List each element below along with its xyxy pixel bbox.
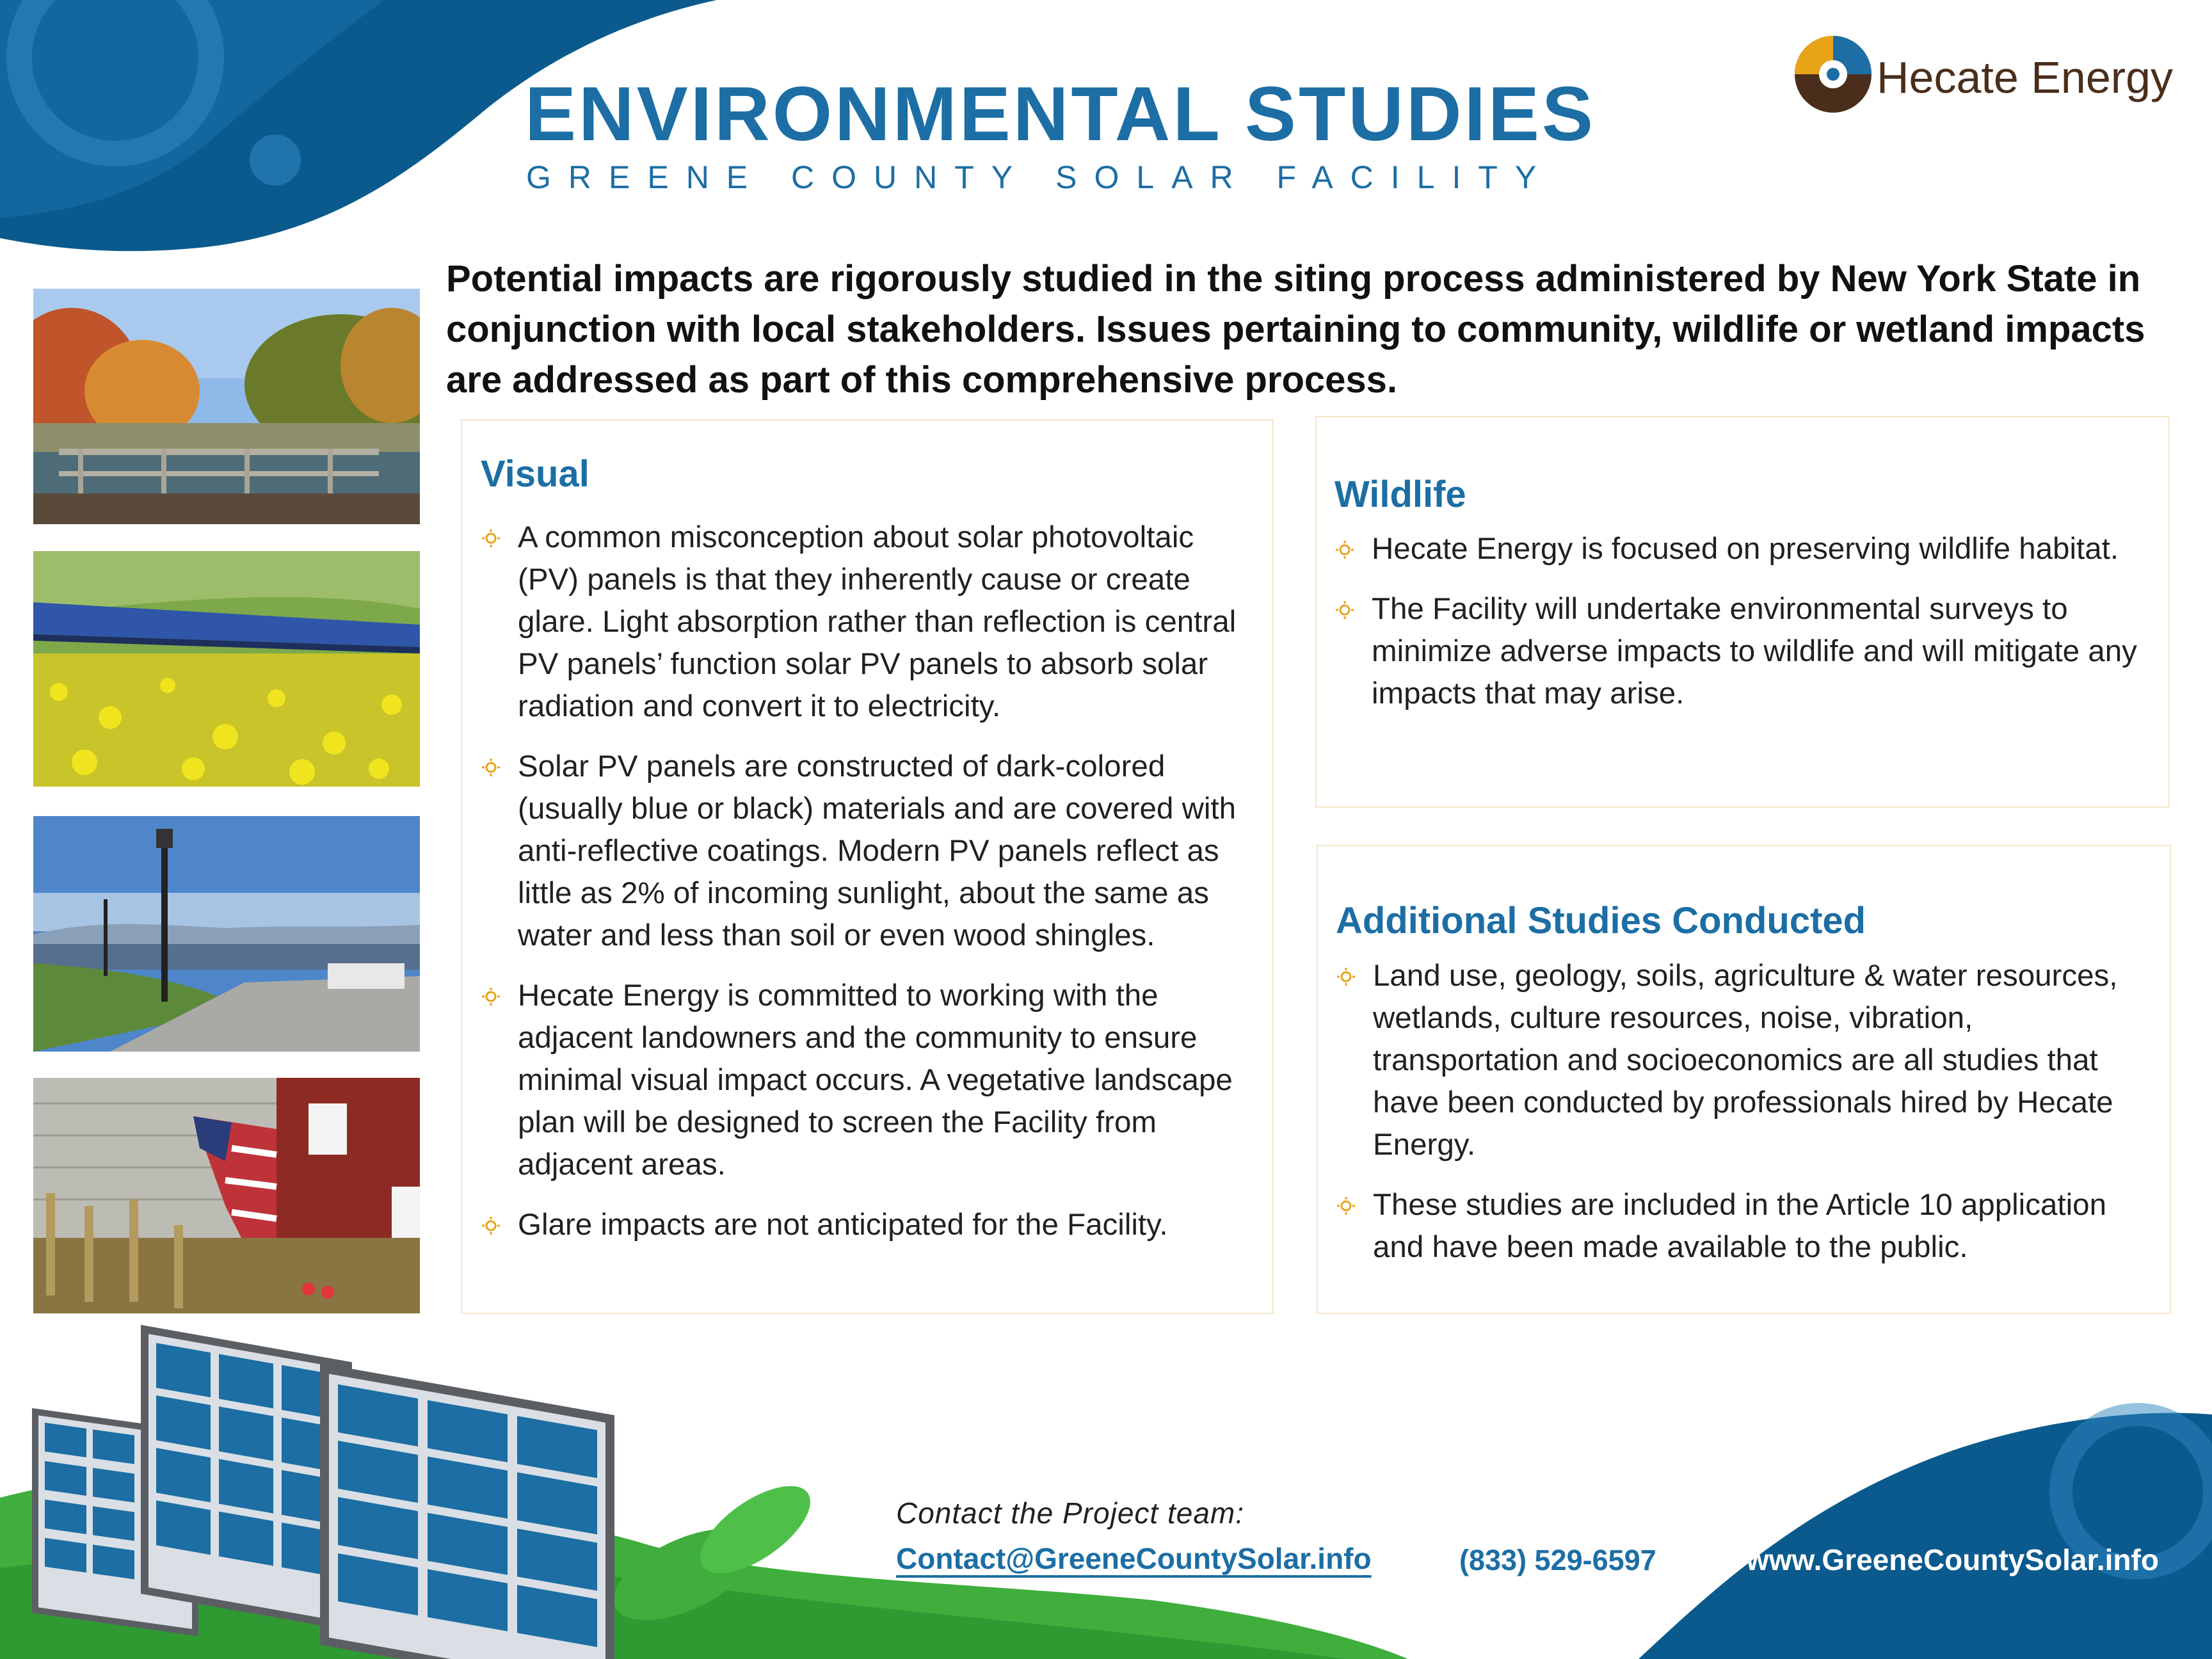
website-link[interactable]: www.GreeneCountySolar.info [1746,1543,2159,1576]
list-item-text: Hecate Energy is focused on preserving wildlife habitat. [1372,532,2119,566]
list-item [1336,955,2161,1166]
list-item [1334,588,2154,715]
list-item [481,975,1262,1186]
wildlife-panel [1315,416,2170,808]
visual-list [481,517,1262,1264]
list-item-text: Land use, geology, soils, agriculture & water resources, wetlands, culture resources, noise, vibration, transportation and socioeconomics are all studies that have been conducted by professionals hired by Hecate Energy. [1373,959,2118,1162]
list-item-text: The Facility will undertake environmental surveys to minimize adverse impacts to wildlife and will mitigate any impacts that may arise. [1372,592,2137,710]
additional-studies-list [1336,955,2161,1286]
brand-logo [1792,33,2176,116]
solar-panels-illustration [0,1312,1408,1659]
sun-bullet-icon [1336,541,1354,559]
sun-bullet-icon [1337,968,1355,986]
sun-bullet-icon [1336,601,1354,619]
list-item [1336,1184,2161,1269]
list-item [481,517,1262,728]
wildlife-list [1334,528,2154,733]
contact-email-link[interactable]: Contact@GreeneCountySolar.info [896,1542,1372,1575]
sun-bullet-icon [482,758,500,776]
intro-statement: Potential impacts are rigorously studied in the siting process administered by New York State in conjunction with local stakeholders. Issues pertaining to community, wildlife or wetland impacts are addressed as part of this comprehensive process. [446,258,2145,401]
sun-bullet-icon [482,529,500,547]
list-item-text: Hecate Energy is committed to working with the adjacent landowners and the community to ensure minimal visual impact occurs. A vegetative landscape plan will be designed to screen the Facility from adjacent areas. [518,979,1233,1182]
list-item [1334,528,2154,570]
footer-wave-decoration [1639,1395,2212,1659]
list-item [481,746,1262,957]
sun-bullet-icon [482,988,500,1006]
visual-panel [461,419,1274,1314]
barn-silo-flag-photo [33,1078,420,1313]
list-item-text: A common misconception about solar photovoltaic (PV) panels is that they inherently cause or create glare. Light absorption rather than reflection is central PV panels’ function solar PV panels to absorb solar radiation and convert it to electricity. [518,520,1237,723]
hecate-logo-icon [1792,33,1874,115]
additional-studies-panel [1317,845,2171,1314]
riverside-lamp-photo [33,816,420,1052]
brand-name: Hecate Energy [1877,52,2174,102]
list-item-text: Solar PV panels are constructed of dark-colored (usually blue or black) materials and are covered with anti-reflective coatings. Modern PV panels reflect as little as 2% of incoming sunlight, about the same as water and less than soil or even wood shingles. [518,749,1237,952]
contact-label: Contact the Project team: [896,1496,1245,1530]
page-title: ENVIRONMENTAL STUDIES [525,71,1596,157]
list-item-text: These studies are included in the Article 10 application and have been made available to the public. [1373,1188,2106,1264]
additional-studies-heading: Additional Studies Conducted [1336,900,1866,942]
page-subtitle: GREENE COUNTY SOLAR FACILITY [526,159,1554,195]
contact-phone: (833) 529-6597 [1459,1544,1656,1576]
list-item-text: Glare impacts are not anticipated for the Facility. [518,1208,1168,1242]
solar-field-flowers-photo [33,551,420,787]
sun-bullet-icon [482,1217,500,1235]
list-item [481,1204,1262,1246]
sun-bullet-icon [1337,1197,1355,1215]
lake-boardwalk-photo [33,289,420,524]
visual-heading: Visual [481,453,589,495]
wildlife-heading: Wildlife [1334,474,1466,515]
